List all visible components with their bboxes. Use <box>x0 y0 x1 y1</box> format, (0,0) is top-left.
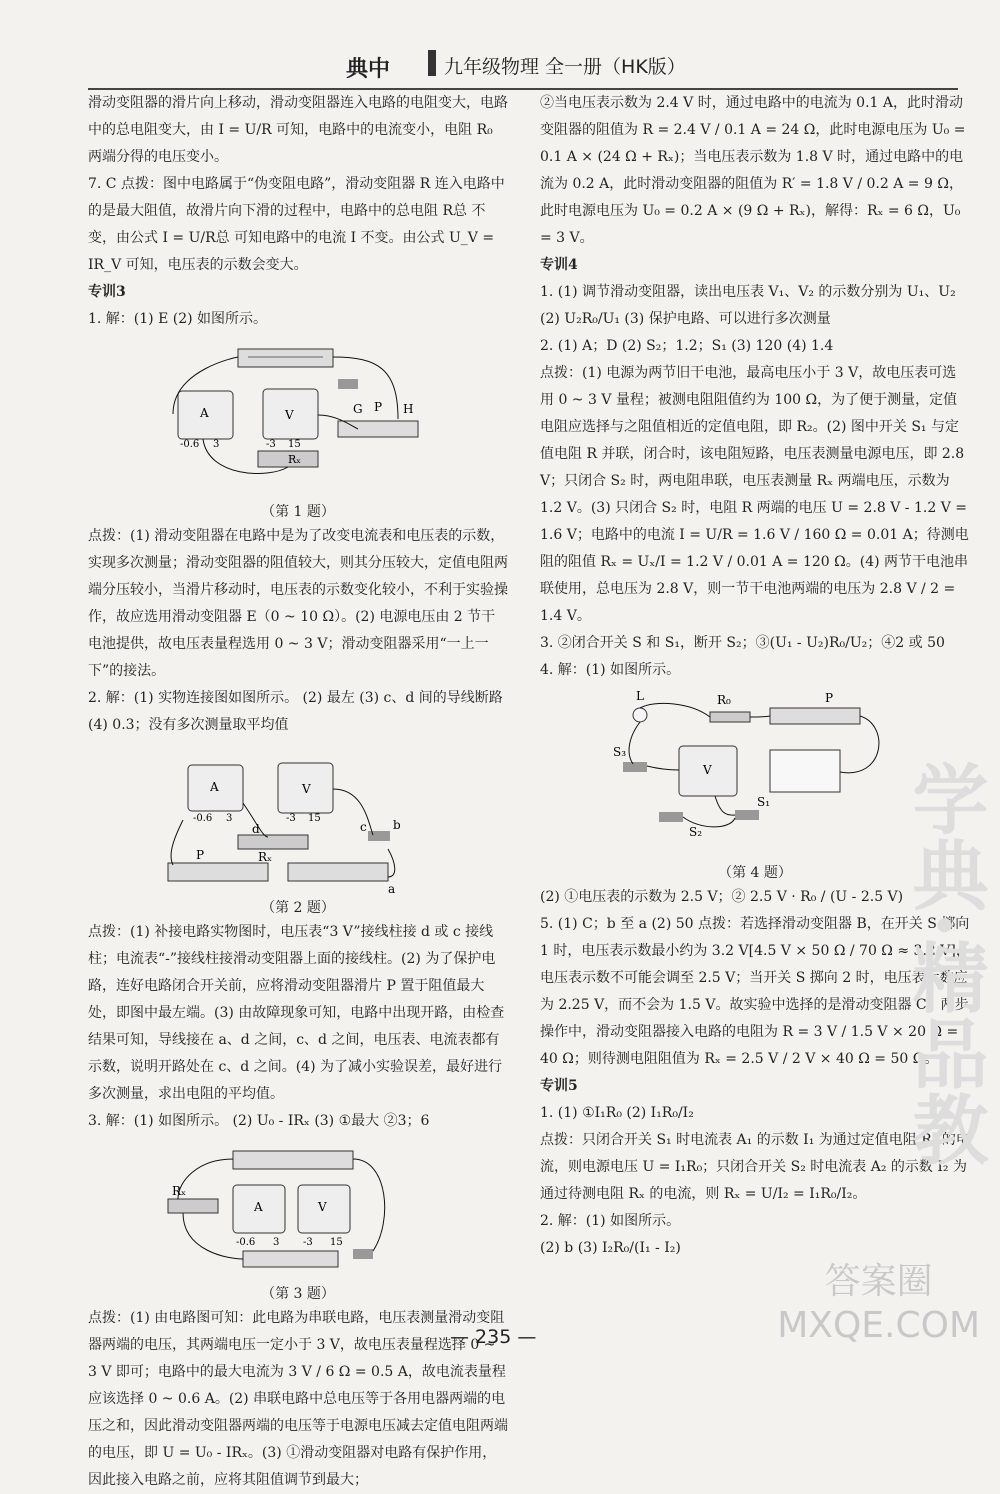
left-paragraph: 3. 解：(1) 如图所示。 (2) U₀ - IRₓ (3) ①最大 ②3；6 <box>88 1113 430 1129</box>
figure-label: S₁ <box>757 795 771 809</box>
rheostat <box>338 421 418 437</box>
figure-label: V <box>285 408 294 422</box>
right-paragraph: 2. 解：(1) 如图所示。 <box>540 1213 681 1229</box>
figure-label: S₃ <box>613 745 627 759</box>
site-watermark-en: MXQE.COM <box>777 1305 980 1346</box>
site-watermark-cn: 答案圈 <box>824 1261 933 1302</box>
right-paragraph: 1. (1) ①I₁R₀ (2) I₁R₀/I₂ <box>540 1105 694 1121</box>
wire <box>715 796 735 815</box>
figure-label: L <box>636 689 644 703</box>
right-paragraph: ②当电压表示数为 2.4 V 时，通过电路中的电流为 0.1 A，此时滑动变阻器的阻值为 R = 2.4 V / 0.1 A = 24 Ω，此时电源电压为 U₀ = 0.1 A × (24 Ω + Rₓ)；当电压表示数为 1.8 V 时，通过电路中的电流为 0.2 A，此时滑动变阻器的阻值为 R′ = 1.8 V / 0.2 A = 9 Ω，此时电源电压为 U₀ = 0.2 A × (9 Ω + Rₓ)，解得：Rₓ = 6 Ω，U₀ = 3 V。 <box>540 95 966 246</box>
circuit-diagram-1 <box>148 339 448 499</box>
figure-label: -3 <box>266 439 276 450</box>
figure-label: P <box>196 848 205 862</box>
brand-logo: 典中 <box>346 57 391 82</box>
right-paragraph: 3. ②闭合开关 S 和 S₁，断开 S₂；③(U₁ - U₂)R₀/U₂；④2 或 50 <box>540 635 945 651</box>
figure-caption: （第 2 题） <box>261 900 335 916</box>
right-paragraph: 2. (1) A；D (2) S₂；1.2；S₁ (3) 120 (4) 1.4 <box>540 338 834 354</box>
figure-label: 15 <box>330 1237 343 1248</box>
figure-label: R₀ <box>717 693 731 707</box>
figure-label: d <box>252 822 260 836</box>
wire <box>171 820 183 865</box>
wire <box>629 722 640 764</box>
section-title: 专训5 <box>540 1078 578 1094</box>
switch-base <box>623 762 647 772</box>
wire <box>640 703 710 717</box>
figure-label: G <box>353 402 363 416</box>
left-paragraph: 点拨：(1) 补接电路实物图时，电压表“3 V”接线柱接 d 或 c 接线柱；电流表“-”接线柱接滑动变阻器上面的接线柱。(2) 为了保护电路，连好电路闭合开关前，应将滑动变阻器滑片 P 置于阻值最大处，即图中最左端。(3) 由故障现象可知，电路中出现开路，由检查结果可知，导线接在 a、d 之间，c、d 之间，电压表、电流表都有示数，说明开路处在 c、d 之间。(4) 为了减小实验误差，最好进行多次测量，求出电阻的平均值。 <box>88 924 505 1102</box>
page-header <box>88 44 958 90</box>
figure-label: H <box>403 402 414 416</box>
switch-base <box>735 810 759 820</box>
figure-label: b <box>393 818 401 832</box>
bulb-icon <box>633 708 647 722</box>
wire <box>647 766 679 770</box>
figure-label: Rₓ <box>258 850 273 864</box>
figure-caption: （第 3 题） <box>261 1286 335 1302</box>
figure-2 <box>148 745 448 919</box>
battery <box>243 1251 338 1267</box>
left-paragraph: 滑动变阻器的滑片向上移动，滑动变阻器连入电路的电阻变大，电路中的总电阻变大，由 I = U/R 可知，电路中的电流变小，电阻 R₀ 两端分得的电压变小。 <box>88 95 508 165</box>
figure-label: A <box>210 780 219 794</box>
right-paragraph: (2) ①电压表的示数为 2.5 V；② 2.5 V · R₀ / (U - 2.5 V) <box>540 889 904 905</box>
figure-label: 3 <box>213 439 220 450</box>
left-paragraph: 1. 解：(1) E (2) 如图所示。 <box>88 311 268 327</box>
wire <box>750 716 770 717</box>
wire <box>333 789 373 835</box>
figure-label: V <box>703 763 712 777</box>
figure-1 <box>148 339 448 523</box>
figure-label: P <box>825 691 834 705</box>
battery <box>288 863 388 881</box>
switch-base <box>338 379 358 389</box>
figure-caption: （第 1 题） <box>261 504 335 520</box>
circuit-diagram-2 <box>148 745 448 895</box>
left-paragraph: 点拨：(1) 由电路图可知：此电路为串联电路，电压表测量滑动变阻器两端的电压，其两端电压一定小于 3 V，故电压表量程选择 0 ~ 3 V 即可；电路中的最大电流为 3 V / 6 Ω = 0.5 A，故电流表量程应该选择 0 ~ 0.6 A。(2) 串联电路中总电压等于各用电器两端的电压之和，因此滑动变阻器两端的电压等于电源电压减去定值电阻两端的电压，即 U = U₀ - IRₓ。(3) ①滑动变阻器对电路有保护作用，因此接入电路之前，应将其阻值调节到最大； <box>88 1310 508 1488</box>
figure-label: -0.6 <box>236 1237 256 1248</box>
watermark-text: 学典·精品教 <box>900 760 989 1167</box>
resistor <box>238 835 308 849</box>
figure-label: 15 <box>308 813 321 824</box>
figure-label: -0.6 <box>193 813 213 824</box>
logo-bar <box>428 50 436 76</box>
figure-4 <box>605 690 905 884</box>
left-column <box>88 90 508 1494</box>
figure-label: V <box>302 782 311 796</box>
figure-label: 3 <box>226 813 233 824</box>
right-paragraph: (2) b (3) I₂R₀/(I₁ - I₂) <box>540 1240 681 1256</box>
figure-label: c <box>360 820 367 834</box>
left-paragraph: 2. 解：(1) 实物连接图如图所示。 (2) 最左 (3) c、d 间的导线断路 (4) 0.3；没有多次测量取平均值 <box>88 690 503 733</box>
figure-label: 3 <box>273 1237 280 1248</box>
figure-label: -0.6 <box>180 439 200 450</box>
left-paragraph: 点拨：(1) 滑动变阻器在电路中是为了改变电流表和电压表的示数，实现多次测量；滑动变阻器的阻值较大，则其分压较大，定值电阻两端分压较小，当滑片移动时，电压表的示数变化较小，不利于实验操作，故应选用滑动变阻器 E（0 ~ 10 Ω）。(2) 电源电压由 2 节干电池提供，故电压表量程选用 0 ~ 3 V；滑动变阻器采用“一上一下”的接法。 <box>88 528 508 679</box>
wire <box>178 1159 233 1199</box>
rheostat <box>233 1151 353 1169</box>
wire <box>840 716 879 773</box>
battery <box>238 349 333 367</box>
rheostat <box>770 708 860 724</box>
wire <box>388 849 395 877</box>
section-title: 专训4 <box>540 257 578 273</box>
switch-base <box>353 1249 373 1259</box>
figure-label: S₂ <box>689 825 703 839</box>
figure-label: V <box>318 1200 327 1214</box>
figure-label: A <box>254 1200 263 1214</box>
figure-label: Rₓ <box>288 453 301 466</box>
circuit-diagram-3 <box>148 1141 448 1281</box>
power-supply <box>770 750 840 792</box>
figure-label: A <box>200 406 209 420</box>
resistor <box>168 1199 218 1213</box>
circuit-diagram-4 <box>605 690 905 860</box>
switch-base <box>368 831 390 841</box>
figure-label: Rₓ <box>172 1184 187 1198</box>
figure-label: a <box>388 882 396 896</box>
figure-label: -3 <box>303 1237 313 1248</box>
switch-base <box>659 812 683 822</box>
right-paragraph: 1. (1) 调节滑动变阻器，读出电压表 V₁、V₂ 的示数分别为 U₁、U₂ (2) U₂R₀/U₁ (3) 保护电路、可以进行多次测量 <box>540 284 956 327</box>
right-paragraph: 5. (1) C；b 至 a (2) 50 点拨：若选择滑动变阻器 B，在开关 S 掷向 1 时，电压表示数最小约为 3.2 V[4.5 V × 50 Ω / 70 Ω ≈ 3.2 V]，电压表示数不可能会调至 2.5 V；当开关 S 掷向 2 时，电压表示数应为 2.25 V，而不会为 1.5 V。故实验中选择的是滑动变阻器 C。两步操作中，滑动变阻器接入电路的电阻为 R = 3 V / 1.5 V × 20 Ω = 40 Ω；则待测电阻阻值为 Rₓ = 2.5 V / 2 V × 40 Ω = 50 Ω。 <box>540 916 970 1067</box>
figure-caption: （第 4 题） <box>718 865 792 881</box>
right-paragraph: 点拨：只闭合开关 S₁ 时电流表 A₁ 的示数 I₁ 为通过定值电阻 R₀ 的电流，则电源电压 U = I₁R₀；只闭合开关 S₂ 时电流表 A₂ 的示数 I₂ 为通过待测电阻 Rₓ 的电流，则 Rₓ = U/I₂ = I₁R₀/I₂。 <box>540 1132 970 1202</box>
figure-label: P <box>374 400 383 414</box>
page-number: — 235 — <box>450 1326 537 1348</box>
left-paragraph: 7. C 点拨：图中电路属于“伪变阻电路”，滑动变阻器 R 连入电路中的是最大阻值，故滑片向下滑的过程中，电路中的总电阻 R总 不变，由公式 I = U/R总 可知电路中的电流 I 不变。由公式 U_V = IR_V 可知，电压表的示数会变大。 <box>88 176 505 273</box>
right-paragraph: 点拨：(1) 电源为两节旧干电池，最高电压小于 3 V，故电压表可选用 0 ~ 3 V 量程；被测电阻阻值约为 100 Ω，为了便于测量，定值电阻应选择与之阻值相近的定值电阻，即 R₂。(2) 图中开关 S₁ 与定值电阻 R 并联，闭合时，该电阻短路，电压表测量电源电压，即 2.8 V；只闭合 S₂ 时，两电阻串联，电压表测量 Rₓ 两端电压，示数为 1.2 V。(3) 只闭合 S₂ 时，电阻 R 两端的电压 U = 2.8 V - 1.2 V = 1.6 V；电路中的电流 I = U/R = 1.6 V / 160 Ω = 0.01 A；待测电阻的阻值 Rₓ = Uₓ/I = 1.2 V / 0.01 A = 120 Ω。(4) 两节干电池串联使用，总电压为 2.8 V，则一节干电池两端的电压为 2.8 V / 2 = 1.4 V。 <box>540 365 969 624</box>
wire <box>353 1159 385 1251</box>
resistor <box>710 712 750 722</box>
rheostat <box>168 863 268 881</box>
right-paragraph: 4. 解：(1) 如图所示。 <box>540 662 681 678</box>
book-title: 九年级物理 全一册（HK版） <box>444 56 686 78</box>
figure-label: -3 <box>286 813 296 824</box>
figure-3 <box>148 1141 448 1305</box>
site-watermark <box>777 1260 980 1348</box>
section-title: 专训3 <box>88 284 126 300</box>
figure-label: 15 <box>288 439 301 450</box>
